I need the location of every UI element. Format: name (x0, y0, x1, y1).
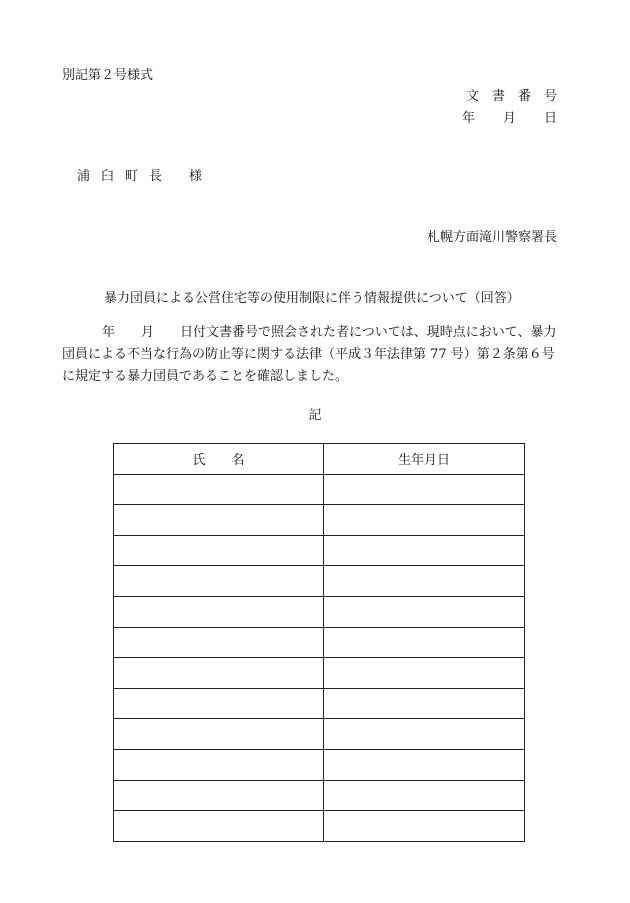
birthdate-cell[interactable] (324, 719, 525, 750)
date-year: 年 (462, 111, 476, 126)
sender: 札幌方面滝川警察署長 (426, 230, 557, 245)
form-label: 別記第２号様式 (62, 68, 154, 83)
birthdate-cell[interactable] (324, 627, 525, 658)
table-row (114, 811, 525, 842)
name-cell[interactable] (114, 566, 324, 597)
body-line: 団員による不当な行為の防止等に関する法律（平成３年法律第 77 号）第２条第６号 (62, 347, 555, 362)
addressee-char: 浦 (77, 169, 91, 184)
table-row (114, 780, 525, 811)
table-row (114, 566, 525, 597)
birthdate-cell[interactable] (324, 566, 525, 597)
addressee (77, 165, 202, 184)
table-header-row (114, 444, 525, 475)
birthdate-cell[interactable] (324, 596, 525, 627)
body-text (62, 322, 568, 388)
name-cell[interactable] (114, 688, 324, 719)
name-cell[interactable] (114, 811, 324, 842)
birthdate-cell[interactable] (324, 505, 525, 536)
name-cell[interactable] (114, 719, 324, 750)
addressee-char: 長 (149, 169, 163, 184)
table-row (114, 474, 525, 505)
document-number-label: 文 書 番 号 (465, 89, 557, 104)
subject: 暴力団員による公営住宅等の使用制限に伴う情報提供について（回答） (104, 291, 520, 306)
date-row (462, 107, 557, 126)
body-line: に規定する暴力団員であることを確認しました。 (62, 369, 349, 384)
table-row (114, 505, 525, 536)
birthdate-cell[interactable] (324, 688, 525, 719)
addressee-char: 町 (125, 169, 139, 184)
body-line: 年 月 日付文書番号で照会された者については、現時点において、暴力 (102, 325, 557, 340)
birthdate-cell[interactable] (324, 658, 525, 689)
table-row (114, 749, 525, 780)
name-cell[interactable] (114, 596, 324, 627)
table-row (114, 658, 525, 689)
birthdate-cell[interactable] (324, 811, 525, 842)
name-cell[interactable] (114, 780, 324, 811)
column-header-birthdate: 生年月日 (324, 444, 525, 475)
date-day: 日 (543, 111, 557, 126)
addressee-char: 臼 (101, 169, 115, 184)
persons-table (113, 443, 525, 842)
table-row (114, 688, 525, 719)
table-row (114, 535, 525, 566)
birthdate-cell[interactable] (324, 535, 525, 566)
name-cell[interactable] (114, 535, 324, 566)
table-row (114, 719, 525, 750)
name-cell[interactable] (114, 658, 324, 689)
table-body (114, 474, 525, 841)
table-row (114, 596, 525, 627)
birthdate-cell[interactable] (324, 780, 525, 811)
ki-heading: 記 (308, 408, 322, 423)
name-cell[interactable] (114, 749, 324, 780)
date-month: 月 (502, 111, 516, 126)
addressee-honorific: 様 (189, 169, 203, 184)
name-cell[interactable] (114, 474, 324, 505)
table-row (114, 627, 525, 658)
birthdate-cell[interactable] (324, 474, 525, 505)
name-cell[interactable] (114, 505, 324, 536)
birthdate-cell[interactable] (324, 749, 525, 780)
column-header-name: 氏 名 (114, 444, 324, 475)
name-cell[interactable] (114, 627, 324, 658)
